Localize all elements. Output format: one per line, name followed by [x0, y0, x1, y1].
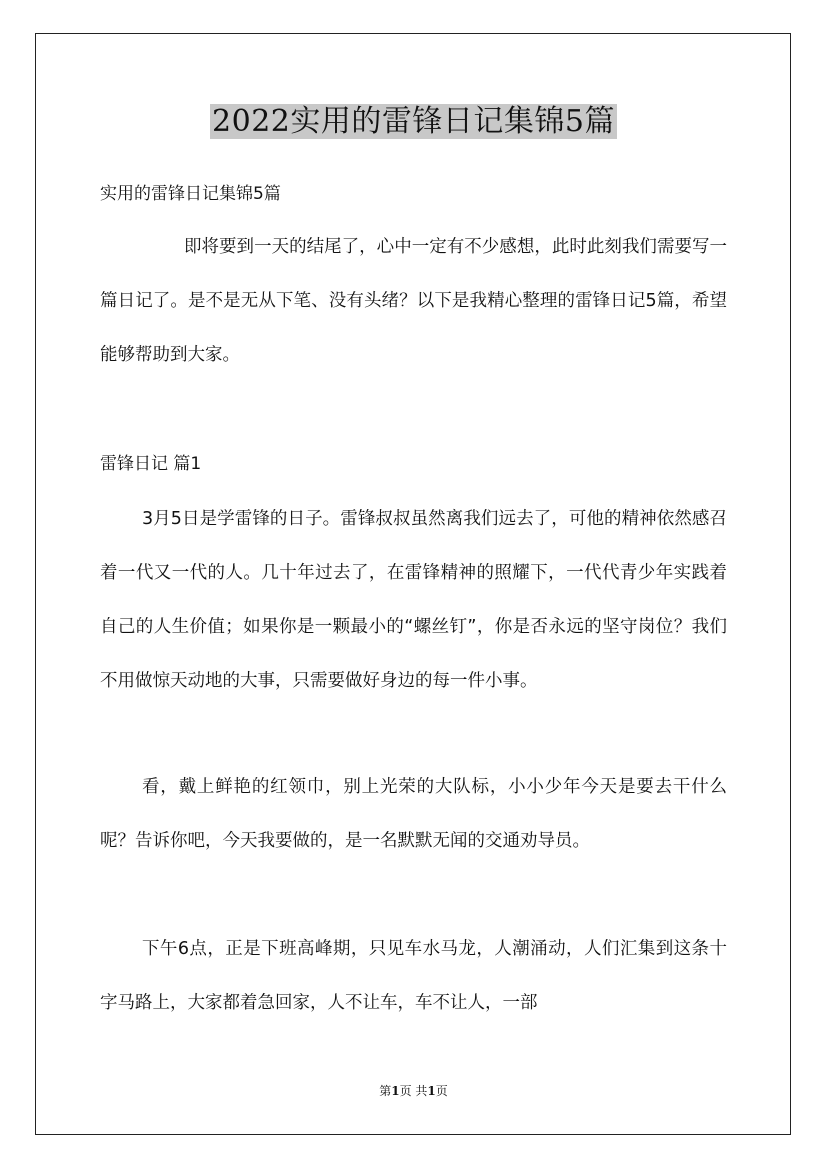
document-title-text: 2022实用的雷锋日记集锦5篇	[212, 104, 615, 139]
body-paragraph-2: 看，戴上鲜艳的红领巾，别上光荣的大队标，小小少年今天是要去干什么呢？告诉你吧，今天我要做的，是一名默默无闻的交通劝导员。	[100, 777, 727, 851]
body-paragraph-1: 3月5日是学雷锋的日子。雷锋叔叔虽然离我们远去了，可他的精神依然感召着一代又一代的人。几十年过去了，在雷锋精神的照耀下，一代代青少年实践着自己的人生价值；如果你是一颗最小的“螺丝钉”，你是否永远的坚守岗位？我们不用做惊天动地的大事，只需要做好身边的每一件小事。	[100, 509, 727, 691]
footer-suffix: 页	[435, 1084, 448, 1098]
body-paragraph-3: 下午6点，正是下班高峰期，只见车水马龙，人潮涌动，人们汇集到这条十字马路上，大家都着急回家，人不让车，车不让人，一部	[100, 939, 727, 1013]
intro-paragraph: 即将要到一天的结尾了，心中一定有不少感想，此时此刻我们需要写一篇日记了。是不是无从下笔、没有头绪？以下是我精心整理的雷锋日记5篇，希望能够帮助到大家。	[100, 237, 727, 365]
section-heading: 雷锋日记 篇1	[100, 454, 202, 474]
document-title	[0, 100, 827, 144]
footer-current-page: 1	[391, 1084, 400, 1098]
footer-prefix: 第	[379, 1084, 392, 1098]
footer-mid: 页 共	[399, 1084, 428, 1098]
footer-total-pages: 1	[427, 1084, 436, 1098]
page-footer	[0, 1083, 827, 1099]
document-subtitle: 实用的雷锋日记集锦5篇	[100, 184, 281, 204]
